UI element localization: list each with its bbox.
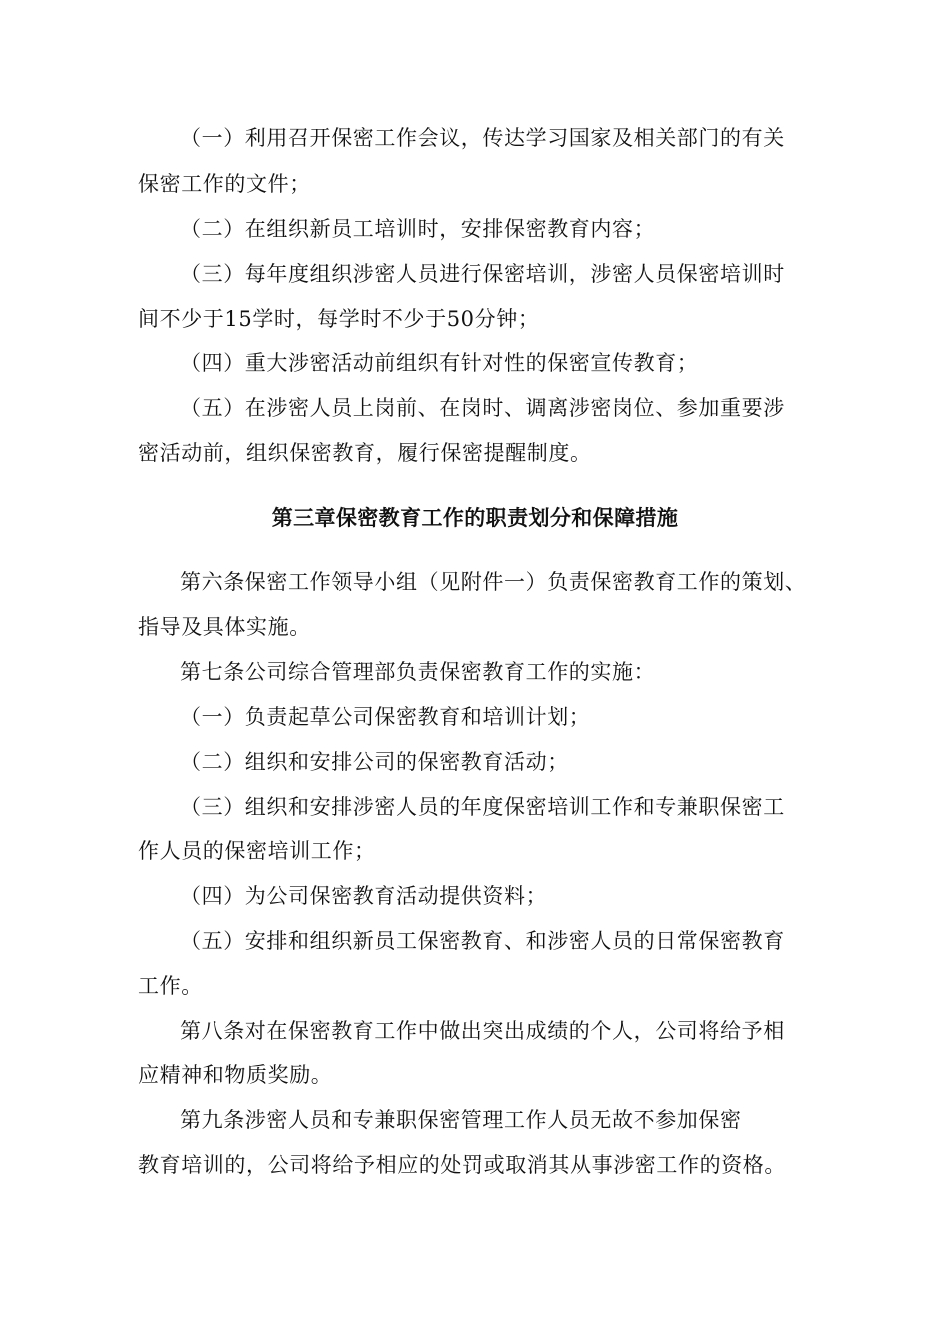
paragraph-line: 应精神和物质奖励。 [138,1063,333,1087]
paragraph-line: 第八条对在保密教育工作中做出突出成绩的个人，公司将给予相 [180,1019,785,1043]
paragraph-line: 工作。 [138,974,203,998]
paragraph-line: 间不少于15学时，每学时不少于50分钟； [138,307,540,331]
paragraph-line: （一）负责起草公司保密教育和培训计划； [180,705,591,729]
paragraph-line: 第七条公司综合管理部负责保密教育工作的实施： [180,660,656,684]
paragraph-line: 第九条涉密人员和专兼职保密管理工作人员无故不参加保密 [180,1108,742,1132]
paragraph-line: 教育培训的，公司将给予相应的处罚或取消其从事涉密工作的资格。 [138,1153,786,1177]
paragraph-line: 作人员的保密培训工作； [138,839,376,863]
paragraph-line: 第六条保密工作领导小组（见附件一）负责保密教育工作的策划、 [180,570,807,594]
paragraph-line: （三）组织和安排涉密人员的年度保密培训工作和专兼职保密工 [180,795,785,819]
chapter-heading: 第三章保密教育工作的职责划分和保障措施 [271,506,679,530]
paragraph-line: 指导及具体实施。 [138,615,311,639]
paragraph-line: （五）安排和组织新员工保密教育、和涉密人员的日常保密教育 [180,929,785,953]
paragraph-line: （二）在组织新员工培训时，安排保密教育内容； [180,217,656,241]
paragraph-line: （一）利用召开保密工作会议，传达学习国家及相关部门的有关 [180,126,785,150]
paragraph-line: （五）在涉密人员上岗前、在岗时、调离涉密岗位、参加重要涉 [180,396,785,420]
paragraph-line: （四）重大涉密活动前组织有针对性的保密宣传教育； [180,351,699,375]
paragraph-line: （三）每年度组织涉密人员进行保密培训，涉密人员保密培训时 [180,262,785,286]
paragraph-line: （四）为公司保密教育活动提供资料； [180,884,548,908]
paragraph-line: 保密工作的文件； [138,172,311,196]
paragraph-line: 密活动前，组织保密教育，履行保密提醒制度。 [138,441,592,465]
paragraph-line: （二）组织和安排公司的保密教育活动； [180,750,569,774]
